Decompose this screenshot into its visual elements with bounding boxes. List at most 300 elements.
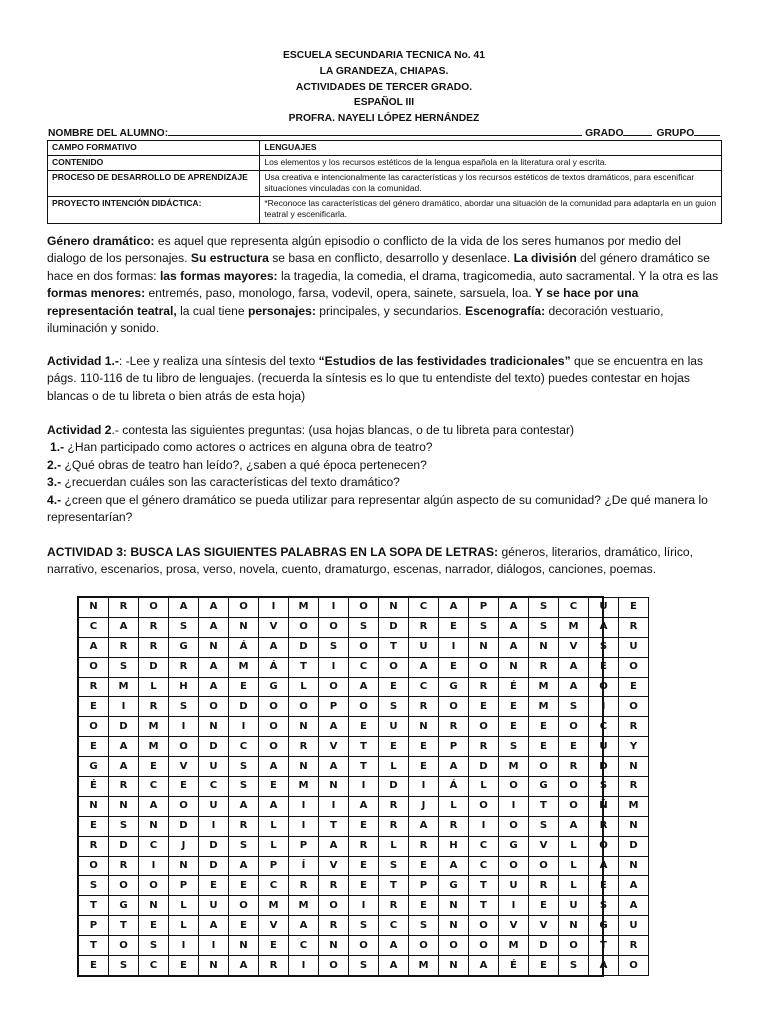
word-search-letter[interactable]: A [199,617,229,637]
word-search-letter[interactable]: N [229,936,259,956]
word-search-letter[interactable]: I [199,936,229,956]
word-search-letter[interactable]: M [619,796,649,816]
word-search-letter[interactable]: O [319,617,349,637]
word-search-letter[interactable]: E [139,916,169,936]
word-search-letter[interactable]: U [559,896,589,916]
word-search-letter[interactable]: E [229,677,259,697]
word-search-letter[interactable]: É [499,677,529,697]
word-search-letter[interactable]: O [139,876,169,896]
word-search-letter[interactable]: A [259,637,289,657]
word-search-letter[interactable]: I [259,598,289,618]
word-search-letter[interactable]: D [589,757,619,777]
word-search-letter[interactable]: I [109,697,139,717]
word-search-letter[interactable]: N [619,816,649,836]
word-search-letter[interactable]: V [529,836,559,856]
word-search-letter[interactable]: N [79,796,109,816]
word-search-letter[interactable]: R [409,697,439,717]
word-search-letter[interactable]: R [589,816,619,836]
word-search-letter[interactable]: C [559,598,589,618]
word-search-letter[interactable]: I [589,697,619,717]
word-search-letter[interactable]: P [169,876,199,896]
word-search-letter[interactable]: L [559,836,589,856]
word-search-letter[interactable]: L [289,677,319,697]
word-search-letter[interactable]: L [379,757,409,777]
word-search-letter[interactable]: E [79,697,109,717]
word-search-letter[interactable]: L [559,856,589,876]
word-search-letter[interactable]: S [229,777,259,797]
word-search-letter[interactable]: E [349,856,379,876]
word-search-letter[interactable]: I [169,717,199,737]
word-search-letter[interactable]: C [469,836,499,856]
word-search-letter[interactable]: S [559,956,589,976]
word-search-letter[interactable]: A [139,796,169,816]
word-search-letter[interactable]: A [499,637,529,657]
word-search-letter[interactable]: U [619,916,649,936]
word-search-letter[interactable]: D [619,836,649,856]
word-search-letter[interactable]: C [289,936,319,956]
word-search-letter[interactable]: E [529,956,559,976]
word-search-letter[interactable]: O [259,737,289,757]
word-search-letter[interactable]: E [79,816,109,836]
word-search-letter[interactable]: E [409,757,439,777]
word-search-letter[interactable]: R [619,717,649,737]
word-search-letter[interactable]: Á [259,657,289,677]
word-search-letter[interactable]: A [289,916,319,936]
word-search-letter[interactable]: E [349,816,379,836]
word-search-letter[interactable]: O [619,697,649,717]
word-search-letter[interactable]: S [409,916,439,936]
word-search-letter[interactable]: R [619,617,649,637]
word-search-letter[interactable]: S [109,657,139,677]
word-search-letter[interactable]: E [229,876,259,896]
word-search-letter[interactable]: N [469,637,499,657]
word-search-letter[interactable]: O [499,856,529,876]
word-search-letter[interactable]: D [109,836,139,856]
word-search-letter[interactable]: N [439,956,469,976]
word-search-letter[interactable]: O [289,617,319,637]
word-search-letter[interactable]: I [409,777,439,797]
word-search-letter[interactable]: L [439,796,469,816]
word-search-letter[interactable]: I [499,896,529,916]
word-search-letter[interactable]: C [139,777,169,797]
word-search-letter[interactable]: N [289,757,319,777]
word-search-letter[interactable]: M [289,598,319,618]
word-search-letter[interactable]: Á [439,777,469,797]
word-search-letter[interactable]: R [169,657,199,677]
word-search-letter[interactable]: O [529,856,559,876]
word-search-letter[interactable]: A [109,737,139,757]
word-search-letter[interactable]: S [589,637,619,657]
word-search-letter[interactable]: D [109,717,139,737]
word-search-letter[interactable]: N [439,916,469,936]
word-search-letter[interactable]: O [439,936,469,956]
word-search-letter[interactable]: A [559,816,589,836]
word-search-letter[interactable]: N [319,936,349,956]
word-search-letter[interactable]: D [229,697,259,717]
word-search-letter[interactable]: D [199,856,229,876]
word-search-letter[interactable]: A [439,757,469,777]
word-search-letter[interactable]: E [409,856,439,876]
word-search-letter[interactable]: T [469,896,499,916]
word-search-letter[interactable]: O [229,896,259,916]
word-search-letter[interactable]: S [229,836,259,856]
word-search-letter[interactable]: A [619,876,649,896]
word-search-letter[interactable]: U [499,876,529,896]
word-search-letter[interactable]: S [169,697,199,717]
word-search-letter[interactable]: I [289,796,319,816]
word-search-letter[interactable]: N [289,717,319,737]
word-search-letter[interactable]: L [259,816,289,836]
word-search-letter[interactable]: U [199,896,229,916]
word-search-letter[interactable]: M [139,737,169,757]
word-search-letter[interactable]: C [199,777,229,797]
word-search-letter[interactable]: I [469,816,499,836]
word-search-letter[interactable]: O [469,657,499,677]
word-search-letter[interactable]: Í [289,856,319,876]
word-search-letter[interactable]: R [319,876,349,896]
word-search-letter[interactable]: I [229,717,259,737]
word-search-letter[interactable]: S [109,816,139,836]
word-search-letter[interactable]: S [529,617,559,637]
word-search-letter[interactable]: E [499,717,529,737]
word-search-letter[interactable]: E [199,876,229,896]
word-search-letter[interactable]: T [109,916,139,936]
word-search-letter[interactable]: O [469,936,499,956]
word-search-letter[interactable]: A [169,598,199,618]
word-search-letter[interactable]: N [529,637,559,657]
word-search-letter[interactable]: A [439,856,469,876]
word-search-letter[interactable]: N [169,856,199,876]
word-search-letter[interactable]: O [379,657,409,677]
word-search-letter[interactable]: O [349,697,379,717]
word-search-letter[interactable]: G [439,876,469,896]
word-search-letter[interactable]: D [169,816,199,836]
word-search-letter[interactable]: A [319,717,349,737]
word-search-letter[interactable]: A [349,796,379,816]
word-search-letter[interactable]: U [589,598,619,618]
word-search-letter[interactable]: O [289,697,319,717]
word-search-letter[interactable]: N [199,637,229,657]
word-search-letter[interactable]: D [379,777,409,797]
word-search-letter[interactable]: G [79,757,109,777]
word-search-letter[interactable]: I [289,816,319,836]
word-search-letter[interactable]: M [529,697,559,717]
word-search-letter[interactable]: O [559,777,589,797]
word-search-letter[interactable]: M [499,757,529,777]
word-search-letter[interactable]: H [169,677,199,697]
word-search-letter[interactable]: T [79,936,109,956]
word-search-letter[interactable]: R [289,876,319,896]
word-search-letter[interactable]: R [349,836,379,856]
word-search-letter[interactable]: R [229,816,259,836]
word-search-letter[interactable]: I [499,796,529,816]
word-search-letter[interactable]: L [169,916,199,936]
word-search-letter[interactable]: A [499,617,529,637]
word-search-letter[interactable]: S [379,697,409,717]
word-search-letter[interactable]: P [289,836,319,856]
word-search-letter[interactable]: S [529,816,559,836]
word-search-letter[interactable]: U [409,637,439,657]
word-search-letter[interactable]: A [589,617,619,637]
word-search-letter[interactable]: E [169,777,199,797]
word-search-letter[interactable]: O [139,598,169,618]
word-search-letter[interactable]: D [139,657,169,677]
word-search-letter[interactable]: V [259,916,289,936]
word-search-letter[interactable]: A [349,677,379,697]
word-search-letter[interactable]: S [349,956,379,976]
word-search-letter[interactable]: C [409,677,439,697]
word-search-letter[interactable]: V [319,856,349,876]
word-search-letter[interactable]: O [169,796,199,816]
word-search-letter[interactable]: L [139,677,169,697]
word-search-letter[interactable]: D [379,617,409,637]
word-search-letter[interactable]: E [379,677,409,697]
word-search-letter[interactable]: N [499,657,529,677]
word-search-letter[interactable]: S [169,617,199,637]
word-search-letter[interactable]: O [79,856,109,876]
word-search-letter[interactable]: D [199,836,229,856]
word-search-letter[interactable]: S [589,896,619,916]
word-search-letter[interactable]: O [259,717,289,737]
word-search-letter[interactable]: A [229,956,259,976]
word-search-letter[interactable]: C [79,617,109,637]
word-search-letter[interactable]: N [109,796,139,816]
word-search-letter[interactable]: A [589,856,619,876]
word-search-letter[interactable]: O [319,896,349,916]
word-search-letter[interactable]: O [469,717,499,737]
word-search-letter[interactable]: T [379,637,409,657]
word-search-letter[interactable]: L [259,836,289,856]
word-search-letter[interactable]: R [559,757,589,777]
word-search-letter[interactable]: D [199,737,229,757]
word-search-letter[interactable]: G [109,896,139,916]
word-search-letter[interactable]: M [289,777,319,797]
word-search-letter[interactable]: M [229,657,259,677]
word-search-letter[interactable]: E [529,737,559,757]
word-search-letter[interactable]: S [349,916,379,936]
word-search-letter[interactable]: O [409,936,439,956]
word-search-letter[interactable]: E [139,757,169,777]
word-search-letter[interactable]: L [379,836,409,856]
word-search-letter[interactable]: A [199,677,229,697]
word-search-letter[interactable]: E [619,677,649,697]
word-search-letter[interactable]: A [259,757,289,777]
word-search-letter[interactable]: O [109,876,139,896]
word-search-letter[interactable]: O [619,657,649,677]
word-search-letter[interactable]: O [469,916,499,936]
word-search-letter[interactable]: A [439,598,469,618]
word-search-letter[interactable]: R [439,717,469,737]
word-search-letter[interactable]: R [289,737,319,757]
word-search-letter[interactable]: A [259,796,289,816]
word-search-letter[interactable]: A [469,956,499,976]
word-search-letter[interactable]: O [439,697,469,717]
word-search-letter[interactable]: T [289,657,319,677]
word-search-letter[interactable]: G [439,677,469,697]
word-search-letter[interactable]: S [349,617,379,637]
word-search-letter[interactable]: R [139,697,169,717]
word-search-letter[interactable]: L [559,876,589,896]
word-search-letter[interactable]: E [439,657,469,677]
word-search-letter[interactable]: N [379,598,409,618]
word-search-letter[interactable]: O [319,956,349,976]
word-search-letter[interactable]: N [559,916,589,936]
word-search-letter[interactable]: U [619,637,649,657]
word-search-letter[interactable]: U [379,717,409,737]
word-search-letter[interactable]: C [469,856,499,876]
word-search-letter[interactable]: N [139,896,169,916]
word-search-letter[interactable]: N [199,717,229,737]
word-search-letter[interactable]: U [199,796,229,816]
word-search-letter[interactable]: T [349,737,379,757]
word-search-letter[interactable]: V [259,617,289,637]
word-search-letter[interactable]: R [439,816,469,836]
word-search-letter[interactable]: R [79,677,109,697]
word-search-letter[interactable]: O [79,657,109,677]
word-search-letter[interactable]: R [469,737,499,757]
word-search-letter[interactable]: Ñ [589,796,619,816]
word-search-letter[interactable]: P [259,856,289,876]
word-search-letter[interactable]: D [529,936,559,956]
word-search-letter[interactable]: A [79,637,109,657]
word-search-letter[interactable]: E [349,717,379,737]
word-search-letter[interactable]: I [289,956,319,976]
word-search-letter[interactable]: A [229,796,259,816]
word-search-letter[interactable]: O [169,737,199,757]
word-search-letter[interactable]: O [229,598,259,618]
word-search-letter[interactable]: V [559,637,589,657]
word-search-letter[interactable]: N [619,856,649,876]
word-search-letter[interactable]: A [589,956,619,976]
word-search-letter[interactable]: R [409,836,439,856]
word-search-letter[interactable]: I [319,598,349,618]
word-search-letter[interactable]: P [469,598,499,618]
word-search-letter[interactable]: N [319,777,349,797]
word-search-letter[interactable]: E [529,717,559,737]
word-search-letter[interactable]: P [439,737,469,757]
word-search-letter[interactable]: A [199,657,229,677]
word-search-letter[interactable]: M [409,956,439,976]
word-search-letter[interactable]: N [139,816,169,836]
word-search-letter[interactable]: H [439,836,469,856]
word-search-letter[interactable]: I [139,856,169,876]
word-search-letter[interactable]: O [199,697,229,717]
word-search-letter[interactable]: E [229,916,259,936]
word-search-letter[interactable]: S [379,856,409,876]
word-search-letter[interactable]: P [79,916,109,936]
word-search-letter[interactable]: G [169,637,199,657]
word-search-letter[interactable]: N [439,896,469,916]
word-search-letter[interactable]: R [319,916,349,936]
word-search-letter[interactable]: E [259,936,289,956]
word-search-letter[interactable]: P [409,876,439,896]
word-search-letter[interactable]: E [409,896,439,916]
word-search-letter[interactable]: U [589,737,619,757]
word-search-letter[interactable]: P [319,697,349,717]
word-search-letter[interactable]: R [109,637,139,657]
word-search-letter[interactable]: O [469,796,499,816]
word-search-letter[interactable]: E [499,697,529,717]
word-search-letter[interactable]: V [319,737,349,757]
word-search-letter[interactable]: N [229,617,259,637]
word-search-letter[interactable]: A [319,757,349,777]
word-search-letter[interactable]: I [319,657,349,677]
word-search-letter[interactable]: T [379,876,409,896]
word-search-letter[interactable]: A [109,617,139,637]
word-search-letter[interactable]: G [529,777,559,797]
word-search-letter[interactable]: C [229,737,259,757]
word-search-letter[interactable]: R [259,956,289,976]
word-search-letter[interactable]: O [529,757,559,777]
word-search-letter[interactable]: S [229,757,259,777]
word-search-letter[interactable]: S [499,737,529,757]
word-search-letter[interactable]: C [139,956,169,976]
word-search-letter[interactable]: R [619,777,649,797]
word-search-letter[interactable]: I [439,637,469,657]
word-search-letter[interactable]: S [109,956,139,976]
word-search-letter[interactable]: M [259,896,289,916]
word-search-letter[interactable]: E [79,737,109,757]
word-search-letter[interactable]: A [199,916,229,936]
word-search-letter[interactable]: R [529,876,559,896]
word-search-letter[interactable]: E [259,777,289,797]
word-search-letter[interactable]: O [619,956,649,976]
word-search-letter[interactable]: I [349,896,379,916]
word-search-letter[interactable]: O [349,598,379,618]
word-search-letter[interactable]: S [79,876,109,896]
word-search-letter[interactable]: E [529,896,559,916]
word-search-letter[interactable]: O [559,796,589,816]
word-search-letter[interactable]: N [409,717,439,737]
word-search-letter[interactable]: G [499,836,529,856]
word-search-letter[interactable]: E [79,956,109,976]
word-search-letter[interactable]: U [199,757,229,777]
word-search-letter[interactable]: M [289,896,319,916]
word-search-letter[interactable]: A [109,757,139,777]
word-search-letter[interactable]: R [409,617,439,637]
word-search-letter[interactable]: T [589,936,619,956]
word-search-letter[interactable]: A [229,856,259,876]
word-search-letter[interactable]: É [499,956,529,976]
word-search-letter[interactable]: V [499,916,529,936]
word-search-letter[interactable]: A [379,956,409,976]
word-search-letter[interactable]: O [349,637,379,657]
word-search-letter[interactable]: M [559,617,589,637]
word-search-letter[interactable]: E [469,697,499,717]
word-search-letter[interactable]: E [349,876,379,896]
word-search-letter[interactable]: D [469,757,499,777]
word-search-letter[interactable]: R [109,856,139,876]
word-search-letter[interactable]: S [319,637,349,657]
word-search-letter[interactable]: C [379,916,409,936]
word-search-letter[interactable]: A [409,657,439,677]
word-search-letter[interactable]: A [379,936,409,956]
word-search-letter[interactable]: O [559,936,589,956]
word-search-letter[interactable]: R [469,677,499,697]
word-search-letter[interactable]: E [169,956,199,976]
word-search-letter[interactable]: S [139,936,169,956]
word-search-letter[interactable]: E [559,737,589,757]
word-search-letter[interactable]: O [559,717,589,737]
word-search-letter[interactable]: R [109,598,139,618]
word-search-letter[interactable]: O [349,936,379,956]
word-search-letter[interactable]: T [349,757,379,777]
word-search-letter[interactable]: O [499,777,529,797]
word-search-letter[interactable]: V [529,916,559,936]
word-search-letter[interactable]: R [529,657,559,677]
word-search-letter[interactable]: I [349,777,379,797]
word-search-letter[interactable]: E [379,737,409,757]
